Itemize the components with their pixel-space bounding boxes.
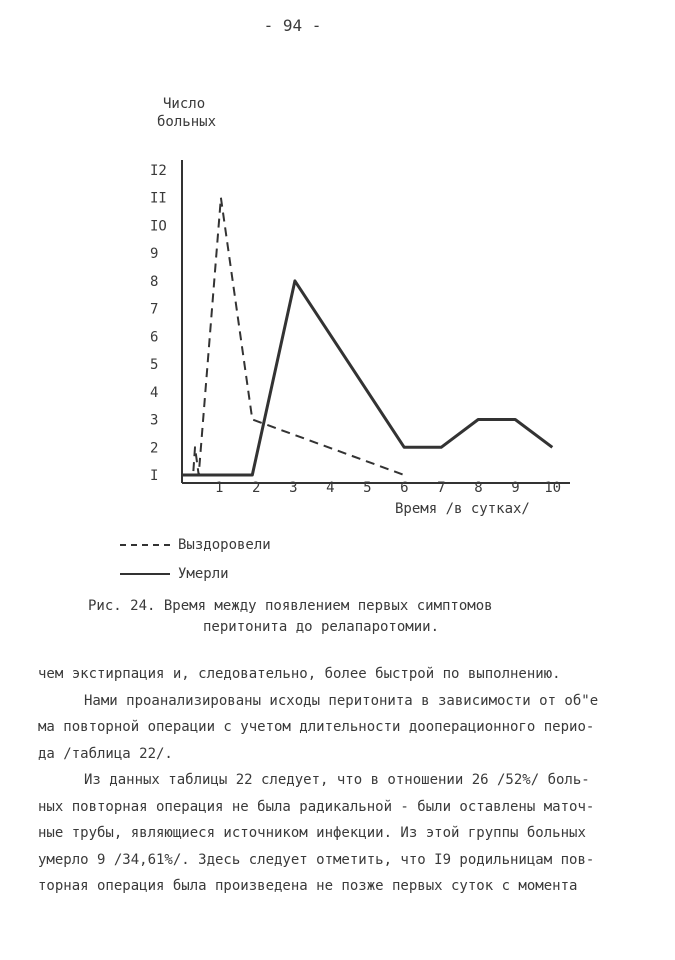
body-line: ма повторной операции с учетом длительности дооперационного перио- — [38, 719, 595, 735]
x-tick-label: 2 — [252, 480, 261, 496]
body-line: Из данных таблицы 22 следует, что в отношении 26 /52%/ боль- — [84, 772, 590, 788]
y-tick-label: II — [150, 190, 167, 207]
legend-died — [120, 566, 229, 582]
caption-line1: Рис. 24. Время между появлением первых симптомов — [88, 598, 493, 614]
body-line: Нами проанализированы исходы перитонита в зависимости от об"е — [84, 692, 599, 709]
y-tick-label: I2 — [150, 163, 167, 179]
x-tick-label: 10 — [544, 480, 562, 496]
figure-caption — [88, 596, 558, 638]
x-tick-label: 6 — [400, 480, 409, 496]
solid-line-swatch — [120, 573, 170, 575]
y-axis-label-line1: Число — [163, 96, 206, 112]
body-line: ных повторная операция не была радикальной - были оставлены маточ- — [38, 798, 595, 815]
legend-died-label: Умерли — [178, 566, 229, 582]
body-text — [38, 661, 638, 900]
x-axis-label: Время /в сутках/ — [395, 501, 530, 517]
legend-recovered — [120, 537, 271, 553]
y-axis-label-line2: больных — [157, 114, 217, 130]
body-line: ные трубы, являющиеся источником инфекции. Из этой группы больных — [38, 825, 586, 841]
x-tick-label: 4 — [326, 480, 335, 496]
page-number: - 94 - — [263, 16, 322, 35]
x-tick-label: 8 — [474, 480, 483, 496]
x-tick-label: 7 — [437, 480, 446, 496]
dashed-line-swatch — [120, 544, 170, 546]
y-tick-label: 3 — [150, 412, 159, 429]
y-tick-label: 2 — [150, 440, 159, 457]
x-tick-label: 3 — [289, 480, 298, 496]
y-tick-label: 5 — [150, 357, 159, 374]
body-line: умерло 9 /34,61%/. Здесь следует отметить, что I9 родильницам пов- — [38, 851, 595, 868]
y-tick-label: 6 — [150, 329, 159, 346]
legend-recovered-label: Выздоровели — [178, 537, 271, 553]
body-line: торная операция была произведена не позже первых суток с момента — [38, 878, 578, 894]
y-tick-label: 8 — [150, 273, 159, 290]
y-tick-label: IO — [150, 218, 167, 235]
caption-line2: перитонита до релапаротомии. — [203, 619, 440, 635]
x-tick-label: 1 — [215, 480, 224, 496]
x-tick-label: 5 — [363, 480, 372, 496]
y-tick-label: 7 — [150, 301, 159, 318]
y-tick-label: I — [150, 468, 159, 484]
y-tick-label: 4 — [150, 384, 159, 401]
body-line: чем экстирпация и, следовательно, более быстрой по выполнению. — [38, 666, 561, 682]
x-tick-label: 9 — [511, 480, 520, 496]
series-line-recovered — [182, 198, 404, 475]
body-line: да /таблица 22/. — [38, 745, 173, 762]
y-tick-label: 9 — [150, 246, 159, 263]
